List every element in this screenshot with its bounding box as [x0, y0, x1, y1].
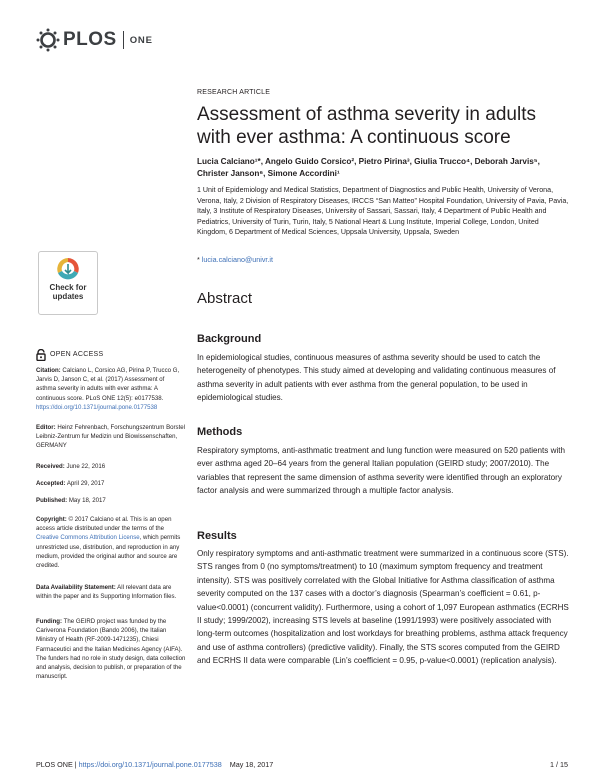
- crossmark-icon: [53, 256, 83, 282]
- received-label: Received:: [36, 463, 65, 470]
- citation-block: [36, 366, 186, 412]
- author-list: [197, 156, 567, 180]
- open-access: [36, 349, 103, 361]
- copyright-block: [36, 515, 186, 570]
- citation-doi-link[interactable]: https://doi.org/10.1371/journal.pone.0177538: [36, 403, 158, 411]
- editor-text: Heinz Fehrenbach, Forschungszentrum Borstel Leibniz-Zentrum fur Medizin und Biowissenschaften, GERMANY: [36, 424, 186, 450]
- accepted-date: April 29, 2017: [66, 480, 105, 487]
- background-text: In epidemiological studies, continuous measures of asthma severity should be used to catch the heterogeneity of phenotypes. This study aimed at developing and validating continuous measures of asthma severity in adult patients with ever asthma from the general population, to be used in epidemiological studies.: [197, 353, 556, 403]
- copyright-text-end: , which permits unrestricted use, distribution, and reproduction in any medium, provided the original author and source are credited.: [36, 534, 181, 570]
- funding-text: The GEIRD project was funded by the Cariverona Foundation (Bando 2006), the Italian Ministry of Health (RF-2009-1471235), Chiesi Farmaceutici and the Italian Medicines Agency (AIFA). The funders had no role in study design, data collection and analysis, decision to publish, or preparation of the manuscript.: [36, 618, 186, 681]
- received-date: June 22, 2016: [66, 463, 106, 470]
- abstract-heading: Abstract: [197, 290, 253, 307]
- asterisk-marker: *: [197, 255, 202, 264]
- citation-label: Citation:: [36, 367, 61, 374]
- background-heading: Background: [197, 333, 262, 345]
- affiliations: 1 Unit of Epidemiology and Medical Statistics, Department of Diagnostics and Public Health, University of Verona, Verona, Italy, 2 Division of Respiratory Diseases, IRCCS “San Matteo” Hospital Foundation, University of Pavia, Pavia, Italy, 3 Institute of Respiratory Diseases, University of Sassari, Sassari, Italy, 4 Department of Public Health and Pediatrics, University of Turin, Turin, Italy, 5 National Heart & Lung Institute, Imperial College, London, United Kingdom, 6 Department of Medical Sciences, Uppsala University, Uppsala, Sweden: [197, 186, 569, 237]
- methods-heading: Methods: [197, 426, 243, 438]
- published-block: [36, 496, 186, 505]
- data-availability-block: [36, 583, 186, 601]
- editor-block: [36, 423, 186, 451]
- results-heading: Results: [197, 530, 237, 542]
- footer-doi-link[interactable]: https://doi.org/10.1371/journal.pone.0177538: [78, 760, 222, 769]
- open-lock-icon: [36, 349, 46, 361]
- editor-label: Editor:: [36, 424, 56, 431]
- page-footer: [36, 760, 568, 769]
- footer-date: May 18, 2017: [229, 760, 274, 769]
- logo-divider: [123, 31, 124, 49]
- email-link[interactable]: lucia.calciano@univr.it: [201, 255, 274, 264]
- footer-journal: PLOS ONE: [36, 760, 73, 769]
- data-availability-label: Data Availability Statement:: [36, 584, 116, 591]
- funding-block: [36, 617, 186, 681]
- plos-logo-icon: [36, 28, 60, 52]
- article-title: Assessment of asthma severity in adults with ever asthma: A continuous score: [197, 104, 536, 148]
- received-block: [36, 462, 186, 471]
- accepted-label: Accepted:: [36, 480, 66, 487]
- footer-separator: |: [74, 760, 77, 769]
- open-access-label: OPEN ACCESS: [50, 351, 104, 359]
- corresponding-email: [197, 255, 273, 264]
- methods-text: Respiratory symptoms, anti-asthmatic treatment and lung function were measured on 520 patients with ever asthma aged 20–64 years from the general Italian population (GEIRD study; 2007/2010). The variables that represent the same dimension of asthma severity were identified through an exploratory factor analysis and were summarized through a multiple factor analysis.: [197, 446, 565, 496]
- copyright-label: Copyright:: [36, 516, 67, 523]
- page-number: 1 / 15: [550, 760, 568, 769]
- accepted-block: [36, 479, 186, 488]
- logo-word: PLOS: [63, 29, 117, 50]
- published-label: Published:: [36, 497, 68, 504]
- plos-one-logo: [36, 28, 153, 52]
- check-for-updates-label: Check for updates: [49, 283, 87, 301]
- license-link[interactable]: Creative Commons Attribution License: [36, 534, 140, 542]
- data-availability-text: All relevant data are within the paper and its Supporting Information files.: [36, 584, 177, 601]
- check-for-updates-badge[interactable]: [38, 251, 98, 315]
- citation-text: Calciano L, Corsico AG, Pirina P, Trucco G, Jarvis D, Janson C, et al. (2017) Assessment of asthma severity in adults with ever asthma: A continuous score. PLoS ONE 12(5): e0177538.: [36, 367, 180, 402]
- authors-line-1[interactable]: Lucia Calciano¹*, Angelo Guido Corsico², Pietro Pirina³, Giulia Trucco⁴, Deborah Jarvis⁵,: [197, 157, 540, 166]
- authors-line-2[interactable]: Christer Janson⁶, Simone Accordini¹: [197, 169, 340, 178]
- results-text: Only respiratory symptoms and anti-asthmatic treatment were summarized in a continuous score (STS). STS ranges from 0 (no symptoms/treatment) to 10 (maximum symptom frequency and treatment intensity). STS was positively correlated with the Global Initiative for Asthma classification of asthma severity computed on the 137 cases with a doctor’s diagnosis (Spearman’s coefficient = 0.61, p-value<0.0001) (concurrent validity). Furthermore, using a cohort of 1,097 European asthmatics (ECRHS II study; 1999/2002), increasing STS levels at baseline (1991/1993) were positively associated with long-term outcomes (hospitalization and lost workdays for breathing problems, asthma attack frequency and use of asthma controllers) (predictive validity). Finally, the STS scores computed from the GEIRD and ECRHS II data were comparable (Lin’s coefficient = 0.95, p-value<0.0001) (replication analysis).: [197, 549, 569, 666]
- funding-label: Funding:: [36, 618, 63, 625]
- published-date: May 18, 2017: [68, 497, 106, 504]
- copyright-text: © 2017 Calciano et al. This is an open access article distributed under the terms of the: [36, 516, 172, 533]
- article-type: RESEARCH ARTICLE: [197, 89, 271, 96]
- logo-sub: ONE: [129, 34, 153, 46]
